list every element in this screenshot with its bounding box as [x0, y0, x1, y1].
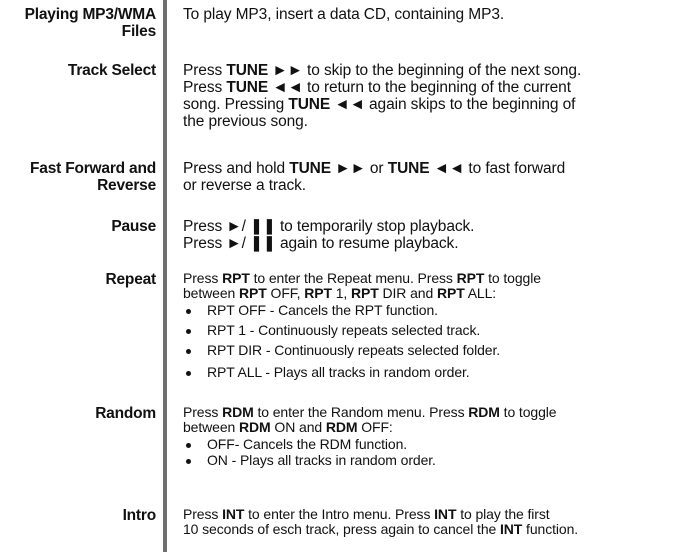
description-line: Press RPT to enter the Repeat menu. Press RPT to toggle: [183, 270, 541, 286]
section-label: Pause: [111, 218, 156, 235]
section-label: Track Select: [67, 62, 156, 79]
description-line: Press INT to enter the Intro menu. Press INT to play the first: [183, 506, 550, 522]
description-line: or reverse a track.: [183, 177, 307, 194]
section-description: [183, 271, 671, 380]
list-item: RPT ALL - Plays all tracks in random order.: [183, 365, 671, 380]
option-list: [183, 437, 671, 468]
option-list: [183, 303, 671, 380]
description-line: between RPT OFF, RPT 1, RPT DIR and RPT ALL:: [183, 285, 497, 301]
description-line: the previous song.: [183, 113, 308, 130]
section-label: Fast Forward and Reverse: [30, 160, 156, 194]
list-item: ON - Plays all tracks in random order.: [183, 453, 671, 468]
section-description: [183, 218, 671, 252]
section-description: [183, 62, 671, 130]
section-description: [183, 6, 671, 23]
description-line: song. Pressing TUNE ◄◄ again skips to the beginning of: [183, 96, 576, 113]
section-label: Playing MP3/WMA Files: [24, 6, 156, 40]
list-item: RPT OFF - Cancels the RPT function.: [183, 303, 671, 318]
description-line: 10 seconds of esch track, press again to cancel the INT function.: [183, 521, 579, 537]
list-item: RPT DIR - Continuously repeats selected folder.: [183, 343, 671, 358]
description-line: Press TUNE ◄◄ to return to the beginning of the current: [183, 79, 571, 96]
section-label: Repeat: [105, 271, 156, 288]
section-description: [183, 405, 671, 468]
list-item: RPT 1 - Continuously repeats selected track.: [183, 323, 671, 338]
description-line: Press RDM to enter the Random menu. Press RDM to toggle: [183, 404, 557, 420]
description-line: Press TUNE ►► to skip to the beginning of the next song.: [183, 62, 582, 79]
description-line: between RDM ON and RDM OFF:: [183, 419, 393, 435]
section-label: Intro: [122, 507, 156, 524]
section-label: Random: [95, 405, 156, 422]
description-line: To play MP3, insert a data CD, containing MP3.: [183, 6, 505, 23]
section-description: [183, 160, 671, 194]
description-line: Press ►/ ❚❚ to temporarily stop playback.: [183, 218, 475, 235]
section-description: [183, 507, 671, 537]
description-line: Press and hold TUNE ►► or TUNE ◄◄ to fast forward: [183, 160, 566, 177]
column-divider: [163, 0, 167, 552]
list-item: OFF- Cancels the RDM function.: [183, 437, 671, 452]
description-line: Press ►/ ❚❚ again to resume playback.: [183, 235, 459, 252]
